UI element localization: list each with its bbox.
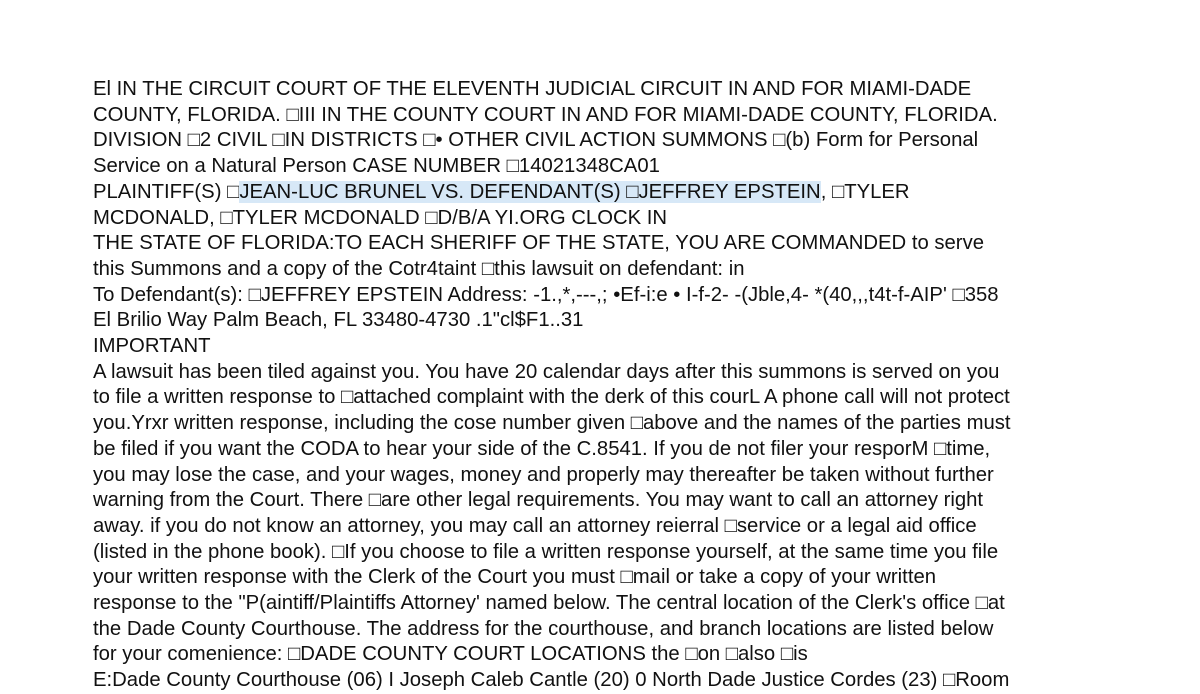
text-line: E:Dade County Courthouse (06) I Joseph Caleb Cantle (20) 0 North Dade Justice Cordes (23) □Room <box>93 669 1010 692</box>
text-line: you may lose the case, and your wages, money and properly may thereafter be taken without further <box>93 463 994 486</box>
document-body <box>93 77 1133 694</box>
text-line: warning from the Court. There □are other legal requirements. You may want to call an attorney right <box>93 489 984 512</box>
text-line: Service on a Natural Person CASE NUMBER □14021348CA01 <box>93 155 660 178</box>
text-line: for your comenience: □DADE COUNTY COURT LOCATIONS the □on □also □is <box>93 643 808 666</box>
text-line: this Summons and a copy of the Cotr4taint □this lawsuit on defendant: in <box>93 257 745 280</box>
text-line: A lawsuit has been tiled against you. You have 20 calendar days after this summons is served on you <box>93 360 1000 383</box>
text-line: to file a written response to □attached complaint with the derk of this courL A phone call will not protect <box>93 386 1010 409</box>
text-line: you.Yrxr written response, including the cose number given □above and the names of the parties must <box>93 412 1011 435</box>
text-line: (listed in the phone book). □If you choose to file a written response yourself, at the same time you file <box>93 540 999 563</box>
plaintiff-line <box>93 180 1133 206</box>
text-line: El IN THE CIRCUIT COURT OF THE ELEVENTH JUDICIAL CIRCUIT IN AND FOR MIAMI-DADE <box>93 78 972 100</box>
text-line: your written response with the Clerk of the Court you must □mail or take a copy of your written <box>93 566 937 589</box>
text-line: MCDONALD, □TYLER MCDONALD □D/B/A YI.ORG CLOCK IN <box>93 206 668 229</box>
text-line: COUNTY, FLORIDA. □III IN THE COUNTY COURT IN AND FOR MIAMI-DADE COUNTY, FLORIDA. <box>93 103 998 126</box>
plaintiff-prefix: PLAINTIFF(S) □ <box>93 180 240 203</box>
text-line: El Brilio Way Palm Beach, FL 33480-4730 .1"cl$F1..31 <box>93 309 584 332</box>
text-line: away. if you do not know an attorney, you may call an attorney reierral □service or a legal aid office <box>93 514 977 537</box>
text-line: To Defendant(s): □JEFFREY EPSTEIN Address: -1.,*,---,; •Ef-i:e • I-f-2- -(Jble,4- *(40,,,t4t-f-AIP' □358 <box>93 283 999 306</box>
text-line: DIVISION □2 CIVIL □IN DISTRICTS □• OTHER CIVIL ACTION SUMMONS □(b) Form for Personal <box>93 129 979 152</box>
text-line: THE STATE OF FLORIDA:TO EACH SHERIFF OF THE STATE, YOU ARE COMMANDED to serve <box>93 232 984 255</box>
plaintiff-suffix: , □TYLER <box>820 180 910 203</box>
section-heading: IMPORTANT <box>93 335 211 358</box>
text-line: response to the "P(aintiff/Plaintiffs Attorney' named below. The central location of the Clerk's office □at <box>93 592 1005 615</box>
text-line: be filed if you want the CODA to hear your side of the C.8541. If you de not filer your resporM □time, <box>93 437 991 460</box>
text-line: the Dade County Courthouse. The address for the courthouse, and branch locations are listed below <box>93 617 994 640</box>
text-selection-highlight[interactable]: JEAN-LUC BRUNEL VS. DEFENDANT(S) □JEFFREY EPSTEIN <box>239 180 821 203</box>
